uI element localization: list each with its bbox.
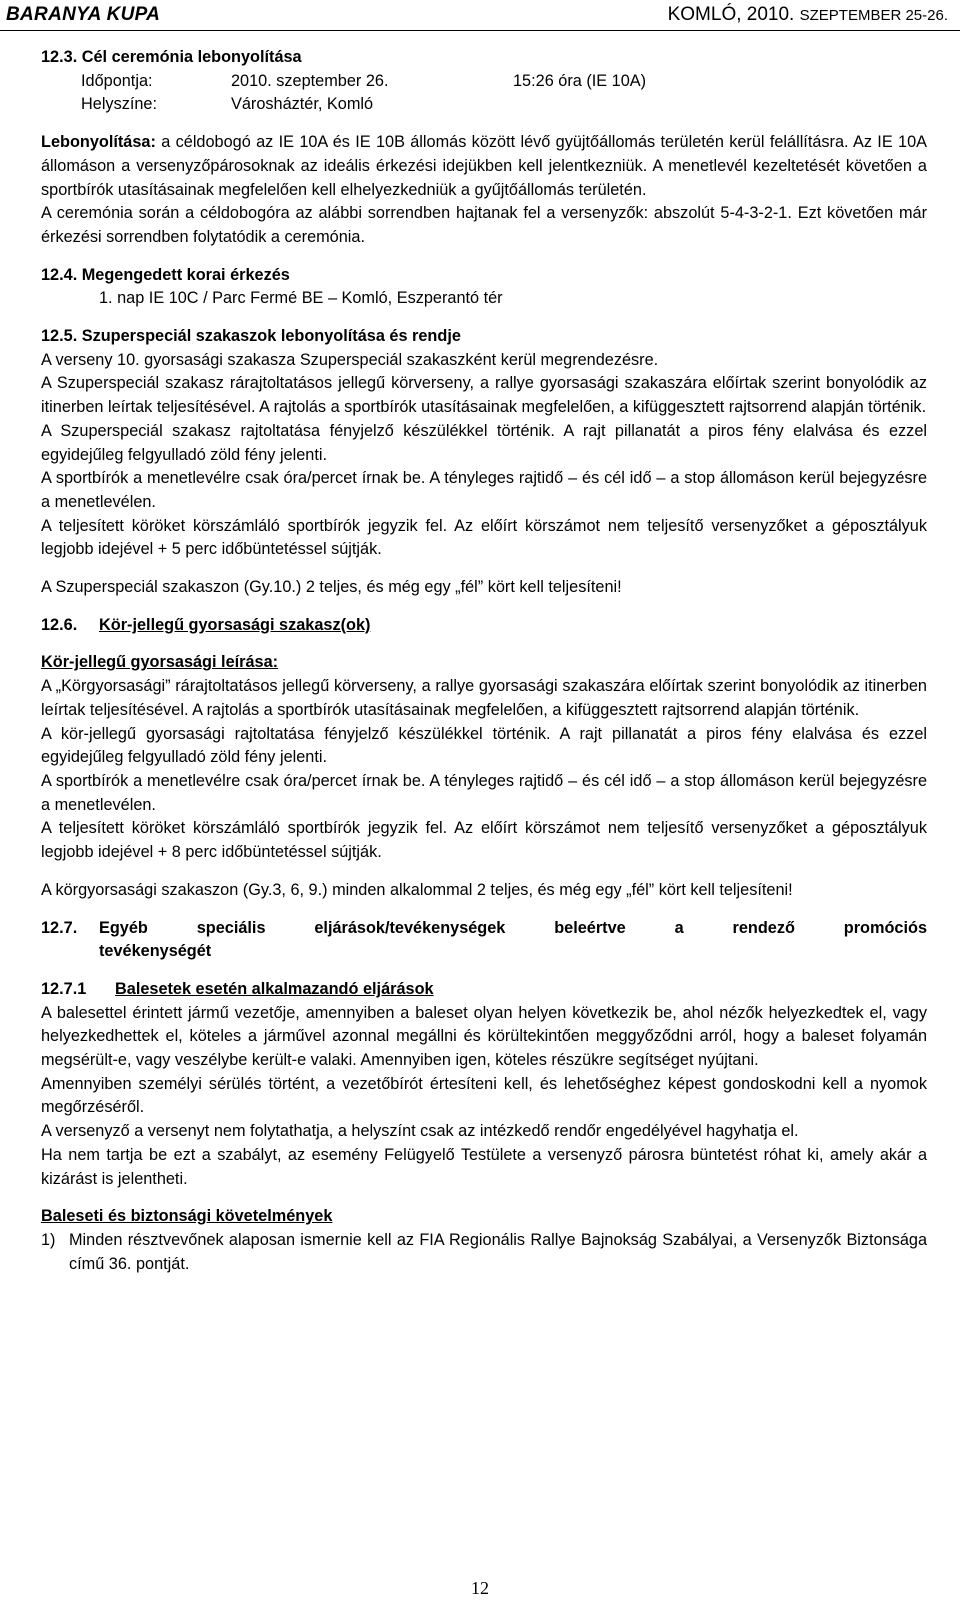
section-12-6-paragraph-2: A kör-jellegű gyorsasági rajtoltatása fényjelző készülékkel történik. A rajt pillanatát a piros fény elalvása és ezzel egyidejűleg felgyulladó zöld fény jelenti. — [41, 724, 927, 767]
place-label: Helyszíne: — [81, 95, 158, 114]
section-12-7-1-number: 12.7.1 — [41, 979, 87, 998]
section-12-6-paragraph-3: A sportbírók a menetlevélre csak óra/percet írnak be. A tényleges rajtidő – és cél idő – a stop állomáson kerül bejegyzésre a menetlevélen. — [41, 771, 927, 814]
document-body — [41, 46, 927, 1276]
time-value: 2010. szeptember 26. — [231, 71, 389, 90]
section-12-7-1-title — [41, 978, 927, 1002]
lebonyolitasa-label: Lebonyolítása: — [41, 133, 156, 152]
safety-item-1-text: Minden résztvevőnek alaposan ismernie kell az FIA Regionális Rallye Bajnokság Szabályai, a Versenyzők Biztonsága című 36. pontját. — [69, 1230, 927, 1273]
safety-item-1 — [41, 1229, 927, 1276]
section-12-4-title: 12.4. Megengedett korai érkezés — [41, 265, 290, 284]
page-header — [0, 0, 960, 30]
section-12-6-title — [41, 614, 927, 638]
section-12-5-paragraph-2: A Szuperspeciál szakasz rajtoltatása fényjelző készülékkel történik. A rajt pillanatát a piros fény elalvása és ezzel egyidejűleg felgyulladó zöld fény jelenti. — [41, 421, 927, 464]
page-number: 12 — [471, 1578, 489, 1598]
section-12-6-paragraph-5: A körgyorsasági szakaszon (Gy.3, 6, 9.) minden alkalommal 2 teljes, és még egy „fél” kört kell teljesíteni! — [41, 880, 793, 899]
section-12-5-paragraph-5: A Szuperspeciál szakaszon (Gy.10.) 2 teljes, és még egy „fél” kört kell teljesíteni! — [41, 578, 622, 597]
section-12-7-1-paragraph-2: Amennyiben személyi sérülés történt, a vezetőbírót értesíteni kell, és lehetőséghez képest gondoskodni kell a nyomok megőrzéséről. — [41, 1074, 927, 1117]
section-12-5-title: 12.5. Szuperspeciál szakaszok lebonyolítása és rendje — [41, 327, 461, 346]
header-event-name: BARANYA KUPA — [6, 4, 161, 25]
section-12-5-paragraph-1: A Szuperspeciál szakasz rárajtoltatásos jellegű körverseny, a rallye gyorsasági szakaszára előírtak szerint bonyolódik az itinerben leírtak teljesítésével. A rajtolás a sportbírók utasításainak megfelelően, a kifüggesztett rajtsorrend alapján történik. — [41, 374, 927, 417]
early-arrival-line: 1. nap IE 10C / Parc Fermé BE – Komló, Eszperantó tér — [99, 289, 503, 308]
section-12-6-subtitle: Kör-jellegű gyorsasági leírása: — [41, 653, 279, 672]
section-12-3-title: 12.3. Cél ceremónia lebonyolítása — [41, 48, 302, 66]
header-date — [668, 4, 948, 26]
section-12-3-paragraph-1 — [41, 131, 927, 202]
section-12-7-title — [41, 917, 927, 941]
section-12-7-1-paragraph-1: A balesettel érintett jármű vezetője, amennyiben a baleset olyan helyen következik be, ahol nézők helyezkedtek el, vagy helyezkedhettek el, köteles a járművel azonnal megállni és körültekintően meggyőződni arról, hogy a baleset folyamán megsérült-e, vagy veszélybe került-e valaki. Amennyiben igen, köteles részükre segítséget nyújtani. — [41, 1003, 927, 1070]
section-12-7-number: 12.7. — [41, 918, 78, 937]
section-12-6-heading: Kör-jellegű gyorsasági szakasz(ok) — [99, 615, 371, 634]
section-12-5-paragraph-4: A teljesített köröket körszámláló sportbírók jegyzik fel. Az előírt körszámot nem teljesítő versenyzőket a géposztályuk legjobb idejével + 5 perc időbüntetéssel sújtják. — [41, 516, 927, 559]
time-extra: 15:26 óra (IE 10A) — [513, 71, 647, 90]
section-12-6-paragraph-1: A „Körgyorsasági” rárajtoltatásos jellegű körverseny, a rallye gyorsasági szakaszára előírtak szerint bonyolódik az itinerben leírtak teljesítésével. A rajtolás a sportbírók utasításainak megfelelően, a kifüggesztett rajtsorrend alapján történik. — [41, 677, 927, 719]
safety-item-1-number: 1) — [41, 1230, 56, 1249]
header-date-small: SZEPTEMBER 25-26. — [799, 7, 948, 24]
section-12-6-number: 12.6. — [41, 615, 78, 634]
section-12-5-line-1: A verseny 10. gyorsasági szakasza Szuperspeciál szakaszként kerül megrendezésre. — [41, 350, 659, 369]
header-date-main: KOMLÓ, 2010. — [667, 4, 795, 25]
lebonyolitasa-text: a céldobogó az IE 10A és IE 10B állomás között lévő gyüjtőállomás területén kerül felállításra. Az IE 10A állomáson a versenyzőpárosoknak az ideális érkezési idejükben kell jelentkezniük. A menetlevél kezeltetését követően a sportbírók utasításainak megfelelően kell elhelyezkedniük a gyűjtőállomás területén. — [41, 133, 927, 199]
time-row — [41, 70, 927, 94]
section-12-7-1-paragraph-3: A versenyző a versenyt nem folytathatja, a helyszínt csak az intézkedő rendőr engedélyével hagyhatja el. — [41, 1122, 799, 1141]
place-value: Városháztér, Komló — [231, 95, 374, 114]
time-label: Időpontja: — [81, 71, 153, 90]
section-12-7-1-paragraph-4: Ha nem tartja be ezt a szabályt, az esemény Felügyelő Testülete a versenyző párosra büntetést róhat ki, amely akár a kizárást is jelentheti. — [41, 1145, 927, 1188]
section-12-6-paragraph-4: A teljesített köröket körszámláló sportbírók jegyzik fel. Az előírt körszámot nem teljesítő versenyzőket a géposztályuk legjobb idejével + 8 perc időbüntetéssel sújtják. — [41, 819, 927, 862]
safety-title: Baleseti és biztonsági követelmények — [41, 1207, 333, 1226]
section-12-7-heading-line-1: Egyéb speciális eljárások/tevékenységek beleértve a rendező promóciós — [99, 918, 927, 937]
section-12-3-paragraph-2: A ceremónia során a céldobogóra az alábbi sorrendben hajtanak fel a versenyzők: abszolút 5-4-3-2-1. Ezt követően már érkezési sorrendben folytatódik a ceremónia. — [41, 204, 927, 246]
section-12-7-heading-line-2: tevékenységét — [99, 942, 212, 961]
section-12-5-paragraph-3: A sportbírók a menetlevélre csak óra/percet írnak be. A tényleges rajtidő – és cél idő – a stop állomáson kerül bejegyzésre a menetlevélen. — [41, 469, 927, 511]
header-rule — [0, 30, 960, 31]
place-row — [41, 93, 927, 117]
section-12-7-1-heading: Balesetek esetén alkalmazandó eljárások — [115, 979, 434, 998]
